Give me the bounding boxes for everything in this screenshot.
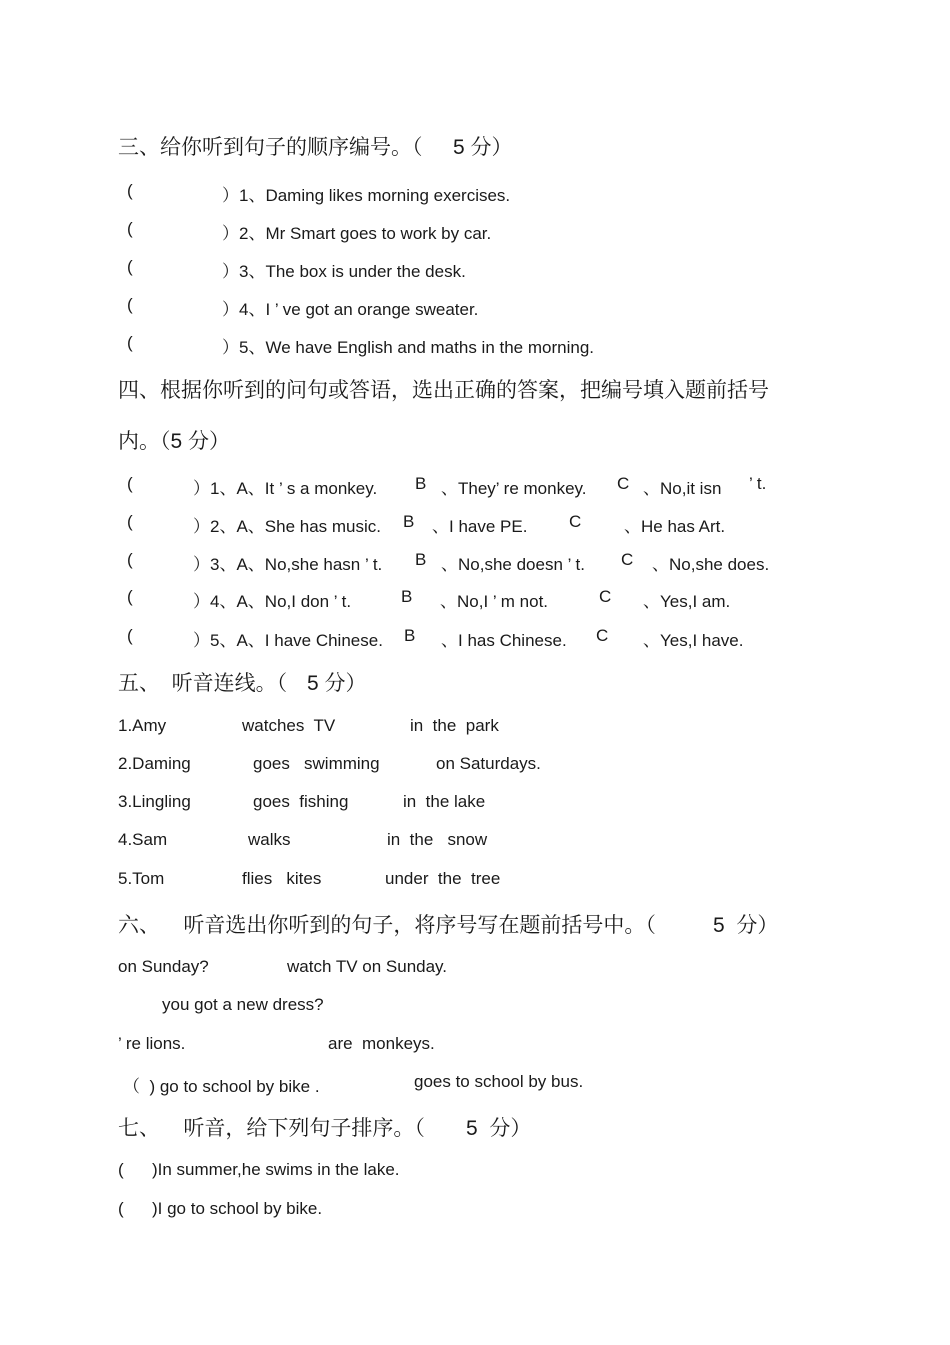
- s4-row-1-option-c: 、No,it isn: [643, 479, 722, 498]
- s4-row-1-option-a: ）1、A、It ’ s a monkey.: [193, 479, 378, 498]
- section-5-title: 五、 听音连线。（: [118, 672, 288, 695]
- s4-row-5-paren: (: [127, 626, 133, 645]
- s4-row-4-option-c: 、Yes,I am.: [643, 592, 731, 611]
- s4-row-4-b-label: B: [401, 587, 413, 606]
- section-7-score: 5 分）: [466, 1117, 532, 1140]
- s5-row-3-name: 3.Lingling: [118, 792, 191, 811]
- section-7-title: 七、 听音，给下列句子排序。（: [118, 1117, 425, 1140]
- s5-row-3-place: in the lake: [403, 792, 486, 811]
- s4-row-3-paren: (: [127, 550, 133, 569]
- s4-row-4-c-label: C: [599, 587, 612, 606]
- s4-row-3-option-c: 、No,she does.: [652, 555, 770, 574]
- s5-row-1-activity: watches TV: [242, 716, 336, 735]
- s4-row-1-c-label: C: [617, 474, 630, 493]
- s3-item-4-paren: (: [127, 295, 133, 314]
- s4-row-2-paren: (: [127, 512, 133, 531]
- s5-row-2-place: on Saturdays.: [436, 754, 541, 773]
- s5-row-2-name: 2.Daming: [118, 754, 191, 773]
- s3-item-5: ）5、We have English and maths in the morning.: [222, 338, 594, 357]
- s5-row-5-place: under the tree: [385, 869, 501, 888]
- s5-row-3-activity: goes fishing: [253, 792, 349, 811]
- section-3-score: 5 分）: [453, 136, 513, 159]
- s6-line-4-right: goes to school by bus.: [414, 1072, 584, 1091]
- s5-row-5-name: 5.Tom: [118, 869, 165, 888]
- s4-row-1-option-b: 、They’ re monkey.: [441, 479, 587, 498]
- section-6-title: 六、 听音选出你听到的句子，将序号写在题前括号中。（: [118, 914, 656, 937]
- s4-row-4-option-b: 、No,I ’ m not.: [440, 592, 549, 611]
- s4-row-2-option-c: 、He has Art.: [624, 517, 726, 536]
- s7-item-1: ( )In summer,he swims in the lake.: [118, 1160, 400, 1179]
- s6-line-1-left: on Sunday?: [118, 957, 209, 976]
- s3-item-3: ）3、The box is under the desk.: [222, 262, 466, 281]
- s5-row-2-activity: goes swimming: [253, 754, 380, 773]
- s4-row-5-option-a: ）5、A、I have Chinese.: [193, 631, 383, 650]
- s4-row-5-option-b: 、I has Chinese.: [441, 631, 567, 650]
- s6-line-3-right: are monkeys.: [328, 1034, 435, 1053]
- section-4-title-cont: 内。（5 分）: [118, 430, 231, 453]
- s5-row-1-name: 1.Amy: [118, 716, 167, 735]
- s5-row-5-activity: flies kites: [242, 869, 322, 888]
- section-4-title: 四、根据你听到的问句或答语，选出正确的答案，把编号填入题前括号: [118, 379, 769, 402]
- s4-row-2-b-label: B: [403, 512, 415, 531]
- s4-row-2-option-a: ）2、A、She has music.: [193, 517, 382, 536]
- s3-item-1-paren: (: [127, 181, 133, 200]
- s6-line-3-left: ’ re lions.: [118, 1034, 186, 1053]
- section-3-title: 三、给你听到句子的顺序编号。（: [118, 136, 423, 159]
- s4-row-1-option-c-end: ’ t.: [749, 474, 767, 493]
- s3-item-3-paren: (: [127, 257, 133, 276]
- s6-line-4-left: （ ) go to school by bike .: [123, 1077, 320, 1096]
- s4-row-2-option-b: 、I have PE.: [432, 517, 528, 536]
- s6-line-1-right: watch TV on Sunday.: [287, 957, 448, 976]
- s7-item-2: ( )I go to school by bike.: [118, 1199, 323, 1218]
- s4-row-5-b-label: B: [404, 626, 416, 645]
- s3-item-4: ）4、I ’ ve got an orange sweater.: [222, 300, 479, 319]
- s4-row-4-option-a: ）4、A、No,I don ’ t.: [193, 592, 352, 611]
- s5-row-1-place: in the park: [410, 716, 499, 735]
- s4-row-3-option-a: ）3、A、No,she hasn ’ t.: [193, 555, 383, 574]
- section-5-score: 5 分）: [307, 672, 367, 695]
- s4-row-5-c-label: C: [596, 626, 609, 645]
- s3-item-5-paren: (: [127, 333, 133, 352]
- s6-line-2: you got a new dress?: [162, 995, 324, 1014]
- s4-row-3-c-label: C: [621, 550, 634, 569]
- s4-row-1-b-label: B: [415, 474, 427, 493]
- s4-row-2-c-label: C: [569, 512, 582, 531]
- s3-item-2-paren: (: [127, 219, 133, 238]
- section-6-score: 5 分）: [713, 914, 779, 937]
- s4-row-3-option-b: 、No,she doesn ’ t.: [441, 555, 585, 574]
- s3-item-1: ）1、Daming likes morning exercises.: [222, 186, 511, 205]
- s5-row-4-activity: walks: [248, 830, 291, 849]
- s3-item-2: ）2、Mr Smart goes to work by car.: [222, 224, 492, 243]
- s4-row-5-option-c: 、Yes,I have.: [643, 631, 744, 650]
- s4-row-1-paren: (: [127, 474, 133, 493]
- s5-row-4-place: in the snow: [387, 830, 488, 849]
- s4-row-4-paren: (: [127, 587, 133, 606]
- s4-row-3-b-label: B: [415, 550, 427, 569]
- s5-row-4-name: 4.Sam: [118, 830, 168, 849]
